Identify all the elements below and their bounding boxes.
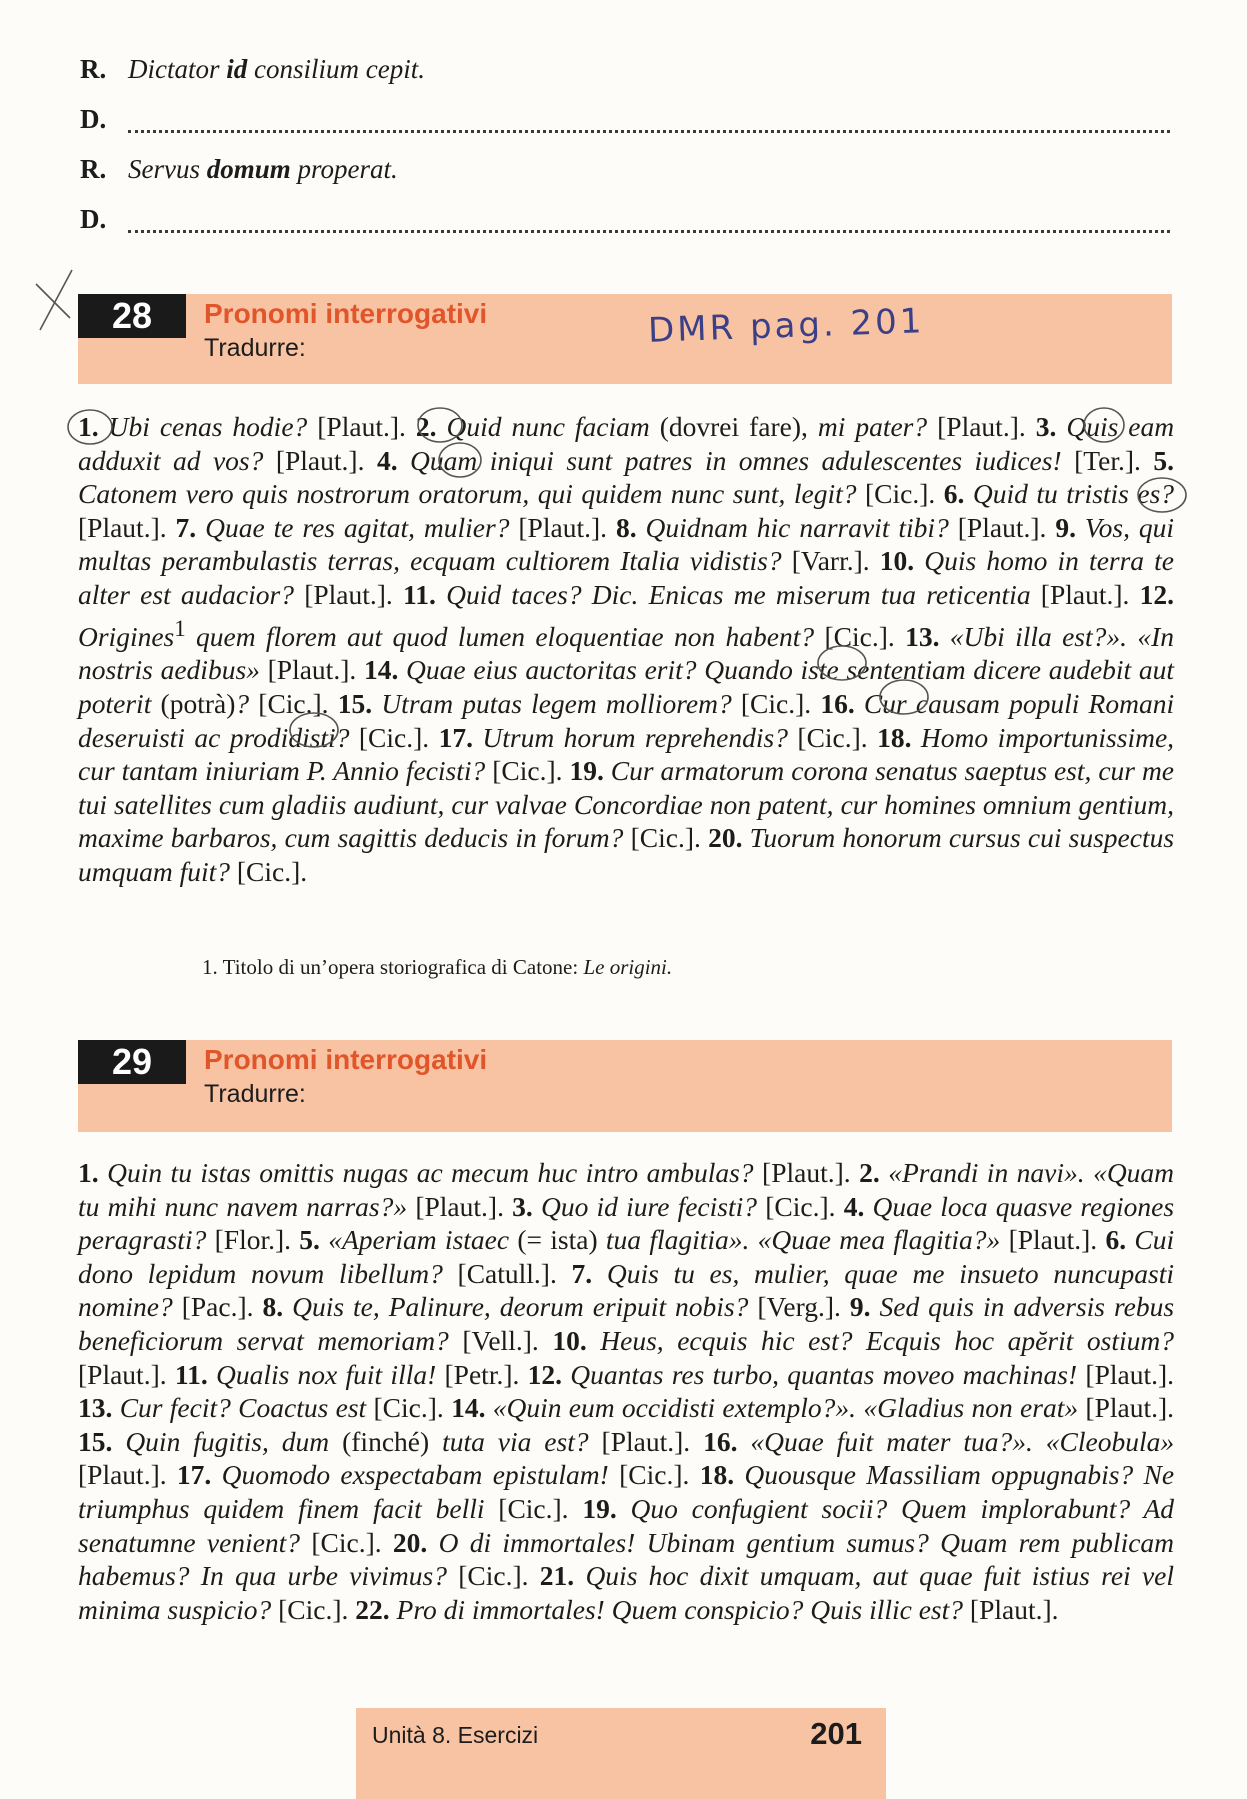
qa-text: consilium cepit. xyxy=(254,54,425,84)
qa-text: properat. xyxy=(297,154,398,184)
source-citation: [Cic.]. xyxy=(797,721,868,753)
sentence-number: 14. xyxy=(451,1392,486,1424)
sentence-number: 17. xyxy=(176,1459,212,1491)
latin-sentence: Quin tu istas omittis nugas ac mecum huc intro ambulas? xyxy=(107,1157,754,1188)
latin-sentence: Quantas res turbo, quantas moveo machinas! xyxy=(570,1358,1078,1390)
sentence-number: 2. xyxy=(859,1157,880,1188)
source-citation: [Cic.]. xyxy=(765,1190,836,1222)
source-citation: [Plaut.]. xyxy=(518,511,607,543)
latin-sentence: Cui dono lepidum novum libellum? xyxy=(78,1224,1175,1289)
qa-bold-word: domum xyxy=(206,154,291,184)
latin-sentence: Catonem vero quis nostrorum oratorum, qui quidem nunc sunt, legit? xyxy=(78,478,857,510)
sentence-number: 15. xyxy=(78,1425,113,1457)
sentence-number: 3. xyxy=(512,1190,533,1222)
latin-sentence: Origines xyxy=(78,620,175,652)
footnote-title: Le origini. xyxy=(583,955,673,979)
source-citation: [Cic.]. xyxy=(358,721,430,753)
source-citation: [Cic.]. xyxy=(865,478,936,510)
sentence-number: 6. xyxy=(943,478,965,510)
source-citation: [Plaut.]. xyxy=(601,1425,691,1457)
circle-mark-icon xyxy=(818,646,866,680)
exercise-title: Pronomi interrogativi xyxy=(204,298,488,329)
source-citation: [Plaut.]. xyxy=(1040,578,1130,610)
latin-sentence: Quid taces? Dic. Enicas me miserum tua reticentia xyxy=(446,578,1031,610)
source-citation: [Plaut.]. xyxy=(1085,1392,1175,1424)
sentence-number: 10. xyxy=(879,545,915,577)
latin-sentence: Quae loca quasve regiones peragrasti? xyxy=(78,1190,1175,1256)
latin-sentence: Vos, qui multas perambulastis terras, ecquam cultiorem Italia vidistis? xyxy=(78,511,1175,577)
sentence-number: 4. xyxy=(843,1190,865,1222)
sentence-number: 20. xyxy=(708,822,743,854)
latin-sentence: «Prandi in navi». «Quam tu mihi nunc navem narras?» xyxy=(78,1157,1175,1222)
sentence-number: 1. xyxy=(78,1157,99,1188)
latin-sentence: Quis eam adduxit ad vos? xyxy=(78,411,1175,476)
source-citation: [Cic.]. xyxy=(458,1560,529,1592)
latin-sentence: Quid nunc faciam xyxy=(446,411,650,442)
source-citation: [Cic.]. xyxy=(630,822,701,854)
latin-sentence: Quis tu es, mulier, quae me insueto nuncupasti nomine? xyxy=(78,1257,1175,1323)
latin-sentence: Quin fugitis, dum xyxy=(125,1425,330,1457)
source-citation: [Flor.]. xyxy=(214,1224,292,1256)
sentence-number: 20. xyxy=(392,1526,428,1558)
sentence-number: 16. xyxy=(820,687,855,719)
source-citation: [Plaut.]. xyxy=(78,1358,167,1390)
qa-label: D. xyxy=(80,104,107,134)
source-citation: [Plaut.]. xyxy=(78,1459,167,1491)
source-citation: [Plaut.]. xyxy=(1008,1224,1098,1256)
source-citation: [Plaut.]. xyxy=(317,411,406,442)
latin-sentence: tuta via est? xyxy=(442,1425,589,1457)
qa-text: Dictator xyxy=(128,54,220,84)
circle-mark-icon xyxy=(880,680,928,714)
latin-sentence: Quae eius auctoritas erit? Quando iste sententiam dicere audebit aut poterit xyxy=(78,654,1175,719)
gloss: (dovrei fare), xyxy=(659,411,808,442)
latin-sentence: Qualis nox fuit illa! xyxy=(215,1358,437,1390)
sentence-number: 7. xyxy=(571,1257,593,1289)
sentence-number: 8. xyxy=(615,511,637,543)
latin-sentence: Quo id iure fecisti? xyxy=(540,1190,758,1222)
source-citation: [Verg.]. xyxy=(757,1291,841,1323)
sentence-number: 3. xyxy=(1035,411,1057,442)
latin-sentence: Utrum horum reprehendis? xyxy=(482,721,788,753)
latin-sentence: «Quin eum occidisti extemplo?». «Gladius non erat» xyxy=(492,1392,1079,1424)
circle-mark-icon xyxy=(1138,478,1186,512)
gloss: (potrà) xyxy=(160,687,236,719)
gloss: (finché) xyxy=(342,1425,430,1457)
sentence-number: 10. xyxy=(552,1324,587,1356)
source-citation: [Cic.]. xyxy=(492,755,563,787)
source-citation: [Plaut.]. xyxy=(267,654,357,686)
latin-sentence: Homo importunissime, cur tantam iniuriam P. Annio fecisti? xyxy=(78,721,1175,787)
latin-sentence: quem florem aut quod lumen eloquentiae non habent? xyxy=(196,620,815,652)
source-citation: [Ter.]. xyxy=(1074,444,1141,476)
latin-sentence: O di immortales! Ubinam gentium sumus? Quam rem publicam habemus? In qua urbe vivimus? xyxy=(78,1526,1175,1592)
unit-label: Unità 8. Esercizi xyxy=(372,1722,539,1748)
latin-sentence: Quae te res agitat, mulier? xyxy=(205,511,510,543)
latin-sentence: tua flagitia». «Quae mea flagitia?» xyxy=(605,1224,1001,1256)
qa-bold-word: id xyxy=(226,54,248,84)
source-citation: [Plaut.]. xyxy=(304,578,393,610)
source-citation: [Cic.]. xyxy=(824,620,895,652)
latin-sentence: Quomodo exspectabam epistulam! xyxy=(221,1459,609,1491)
circle-mark-icon xyxy=(439,443,481,477)
circle-mark-icon xyxy=(68,410,112,444)
sentence-number: 2. xyxy=(415,411,437,442)
latin-sentence: Cur fecit? Coactus est xyxy=(119,1392,367,1424)
latin-sentence: Ubi cenas hodie? xyxy=(108,411,308,442)
latin-sentence: Quam iniqui sunt patres in omnes adulescentes iudices! xyxy=(410,444,1062,476)
circle-mark-icon xyxy=(1084,408,1124,442)
latin-sentence: «Aperiam istaec xyxy=(328,1224,510,1256)
latin-sentence: Quo confugient socii? Quem implorabunt? Ad senatumne venient? xyxy=(78,1492,1175,1558)
source-citation: [Plaut.]. xyxy=(762,1157,851,1188)
qa-label: R. xyxy=(80,154,107,184)
source-citation: [Plaut.]. xyxy=(78,511,167,543)
sentence-number: 13. xyxy=(905,620,940,652)
latin-sentence: Sed quis in adversis rebus beneficiorum servat memoriam? xyxy=(78,1291,1175,1356)
exercise-title: Pronomi interrogativi xyxy=(204,1044,488,1075)
sentence-number: 9. xyxy=(849,1291,871,1323)
sentence-number: 21. xyxy=(539,1560,575,1592)
source-citation: [Plaut.]. xyxy=(969,1593,1059,1625)
latin-sentence: «Quae fuit mater tua?». «Cleobula» xyxy=(750,1425,1175,1457)
source-citation: [Plaut.]. xyxy=(415,1190,504,1222)
circle-mark-icon xyxy=(415,408,462,442)
source-citation: [Catull.]. xyxy=(457,1257,557,1289)
qa-label: D. xyxy=(80,204,107,234)
sentence-number: 11. xyxy=(403,578,436,610)
sentence-number: 18. xyxy=(699,1459,735,1491)
source-citation: [Cic.]. xyxy=(311,1526,382,1558)
latin-sentence: «Ubi illa est?». «In nostris aedibus» xyxy=(78,620,1174,686)
sentence-number: 12. xyxy=(527,1358,562,1390)
footnote-text: Titolo di un’opera storiografica di Catone: xyxy=(222,955,579,979)
sentence-number: 19. xyxy=(582,1492,617,1524)
sentence-number: 1. xyxy=(78,411,99,442)
source-citation: [Pac.]. xyxy=(181,1291,254,1323)
sentence-number: 8. xyxy=(262,1291,284,1323)
sentence-number: 17. xyxy=(438,721,473,753)
source-citation: [Plaut.]. xyxy=(937,411,1026,442)
sentence-number: 18. xyxy=(877,721,912,753)
source-citation: [Varr.]. xyxy=(791,545,870,577)
latin-sentence: Quis homo in terra te alter est audacior? xyxy=(78,545,1175,610)
latin-sentence: Pro di immortales! Quem conspicio? Quis illic est? xyxy=(396,1593,964,1625)
latin-sentence: Quousque Massiliam oppugnabis? Ne triumphus quidem finem facit belli xyxy=(78,1459,1175,1524)
exercise-instruction: Tradurre: xyxy=(204,334,306,362)
source-citation: [Cic.]. xyxy=(236,855,308,887)
page-number: 201 xyxy=(810,1716,862,1751)
latin-sentence: Quis hoc dixit umquam, aut quae fuit istius rei vel minima suspicio? xyxy=(78,1560,1174,1625)
latin-sentence: Quidnam hic narravit tibi? xyxy=(645,511,949,543)
sentence-number: 7. xyxy=(175,511,197,543)
source-citation: [Cic.]. xyxy=(278,1593,349,1625)
latin-sentence: ? xyxy=(235,687,250,719)
sentence-number: 5. xyxy=(299,1224,320,1256)
source-citation: [Cic.]. xyxy=(740,687,812,719)
sentence-number: 19. xyxy=(569,755,604,787)
source-citation: [Cic.]. xyxy=(373,1392,444,1424)
exercise-instruction: Tradurre: xyxy=(204,1080,306,1108)
sentence-number: 4. xyxy=(376,444,398,476)
latin-sentence: Utram putas legem molliorem? xyxy=(381,687,732,719)
footnote-number: 1. xyxy=(202,955,218,979)
sentence-number: 12. xyxy=(1139,578,1174,610)
qa-text: Servus xyxy=(128,154,200,184)
latin-sentence: Cur causam populi Romani deseruisti ac prodidisti? xyxy=(78,687,1175,753)
latin-sentence: Quis te, Palinure, deorum eripuit nobis? xyxy=(292,1291,749,1323)
latin-sentence: mi pater? xyxy=(817,411,928,442)
sentence-number: 13. xyxy=(78,1392,113,1424)
source-citation: [Vell.]. xyxy=(462,1324,539,1356)
sentence-number: 22. xyxy=(355,1593,390,1625)
source-citation: [Cic.]. xyxy=(619,1459,690,1491)
source-citation: [Plaut.]. xyxy=(1085,1358,1175,1390)
latin-sentence: Heus, ecquis hic est? Ecquis hoc apĕrit ostium? xyxy=(600,1324,1175,1356)
source-citation: [Plaut.]. xyxy=(957,511,1047,543)
exercise-number: 28 xyxy=(78,294,186,338)
qa-label: R. xyxy=(80,54,107,84)
sentence-number: 9. xyxy=(1055,511,1076,543)
sentence-number: 11. xyxy=(174,1358,208,1390)
latin-sentence: Tuorum honorum cursus cui suspectus umquam fuit? xyxy=(78,822,1175,887)
source-citation: [Petr.]. xyxy=(444,1358,520,1390)
sentence-number: 15. xyxy=(337,687,373,719)
exercise-number: 29 xyxy=(78,1040,186,1084)
sentence-number: 6. xyxy=(1105,1224,1127,1256)
gloss: (= ista) xyxy=(517,1224,598,1256)
circle-mark-icon xyxy=(290,713,338,747)
sentence-number: 5. xyxy=(1153,444,1174,476)
handwritten-note: DMR pag. 201 xyxy=(647,301,926,351)
cross-mark-icon xyxy=(36,270,72,330)
latin-sentence: Quid tu tristis es? xyxy=(972,478,1175,510)
source-citation: [Cic.]. xyxy=(498,1492,569,1524)
source-citation: [Cic.]. xyxy=(258,687,329,719)
source-citation: [Plaut.]. xyxy=(275,444,365,476)
sentence-number: 16. xyxy=(703,1425,738,1457)
footnote-ref: 1 xyxy=(174,615,186,641)
sentence-number: 14. xyxy=(363,654,399,686)
latin-sentence: Cur armatorum corona senatus saeptus est, cur me tui satellites cum gladiis audiunt, cur valvae Concordiae non patent, cur homines omnium gentium, maxime barbaros, cum sagittis deducis in forum? xyxy=(78,755,1175,854)
